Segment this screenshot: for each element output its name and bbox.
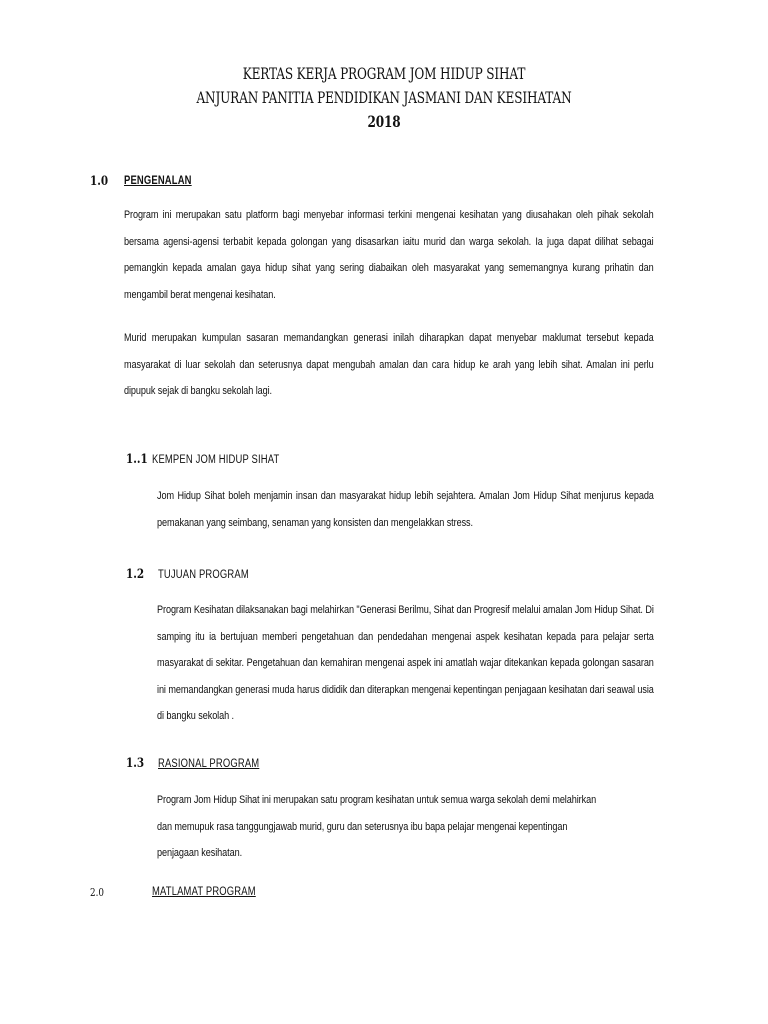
- document-title: [0, 62, 768, 134]
- section-2-number: 2.0: [90, 886, 104, 899]
- title-line-2: ANJURAN PANITIA PENDIDIKAN JASMANI DAN KESIHATAN: [196, 89, 572, 107]
- subsection-1-3-line-2: dan memupuk rasa tanggungjawab murid, guru dan seterusnya ibu bapa pelajar mengenai kepentingan: [157, 820, 568, 833]
- subsection-1-2-text: Program Kesihatan dilaksanakan bagi melahirkan "Generasi Berilmu, Sihat dan Progresif melalui amalan Jom Hidup Sihat. Di samping itu ia bertujuan memberi pengetahuan dan pendedahan mengenai aspek kesihatan kepada para pelajar serta masyarakat di sekitar. Pengetahuan dan kemahiran mengenai aspek ini amatlah wajar ditekankan kepada golongan sasaran ini memandangkan generasi muda harus dididik dan diterapkan mengenai kepentingan penjagaan kesihatan dari seawal usia di bangku sekolah .: [157, 604, 654, 723]
- title-year: 2018: [367, 112, 401, 131]
- title-line-1: KERTAS KERJA PROGRAM JOM HIDUP SIHAT: [242, 65, 526, 83]
- section-1-paragraph-2: Murid merupakan kumpulan sasaran memandangkan generasi inilah diharapkan dapat menyebar maklumat tersebut kepada masyarakat di luar sekolah dan seterusnya dapat mengubah amalan dan cara hidup ke arah yang lebih sihat. Amalan ini perlu dipupuk sejak di bangku sekolah lagi.: [124, 332, 654, 398]
- subsection-1-3-line-1: Program Jom Hidup Sihat ini merupakan satu program kesihatan untuk semua warga sekolah demi melahirkan: [157, 794, 597, 806]
- subsection-1-1-text: Jom Hidup Sihat boleh menjamin insan dan masyarakat hidup lebih sejahtera. Amalan Jom Hidup Sihat menjurus kepada pemakanan yang seimbang, senaman yang konsisten dan mengelakkan stress.: [157, 490, 654, 529]
- subsection-1-3-line-3: penjagaan kesihatan.: [157, 847, 243, 859]
- section-2-heading: MATLAMAT PROGRAM: [152, 886, 256, 898]
- section-1-paragraph-1: Program ini merupakan satu platform bagi menyebar informasi terkini mengenai kesihatan yang diusahakan oleh pihak sekolah bersama agensi-agensi terbabit kepada golongan yang disasarkan iaitu murid dan warga sekolah. Ia juga dapat dilihat sebagai pemangkin kepada amalan gaya hidup sihat yang sering diabaikan oleh masyarakat yang sememangnya kurang prihatin dan mengambil berat mengenai kesihatan.: [124, 209, 654, 301]
- subsection-1-3-text: [157, 787, 654, 867]
- subsection-1-1-number: 1..1: [126, 452, 148, 467]
- subsection-1-2-heading: TUJUAN PROGRAM: [158, 569, 249, 581]
- section-1-number: 1.0: [90, 174, 109, 189]
- subsection-1-3-heading: RASIONAL PROGRAM: [158, 758, 260, 770]
- subsection-1-2-number: 1.2: [126, 567, 145, 582]
- section-1-heading: PENGENALAN: [124, 175, 192, 187]
- subsection-1-1-heading: KEMPEN JOM HIDUP SIHAT: [152, 454, 280, 466]
- subsection-1-3-number: 1.3: [126, 756, 145, 771]
